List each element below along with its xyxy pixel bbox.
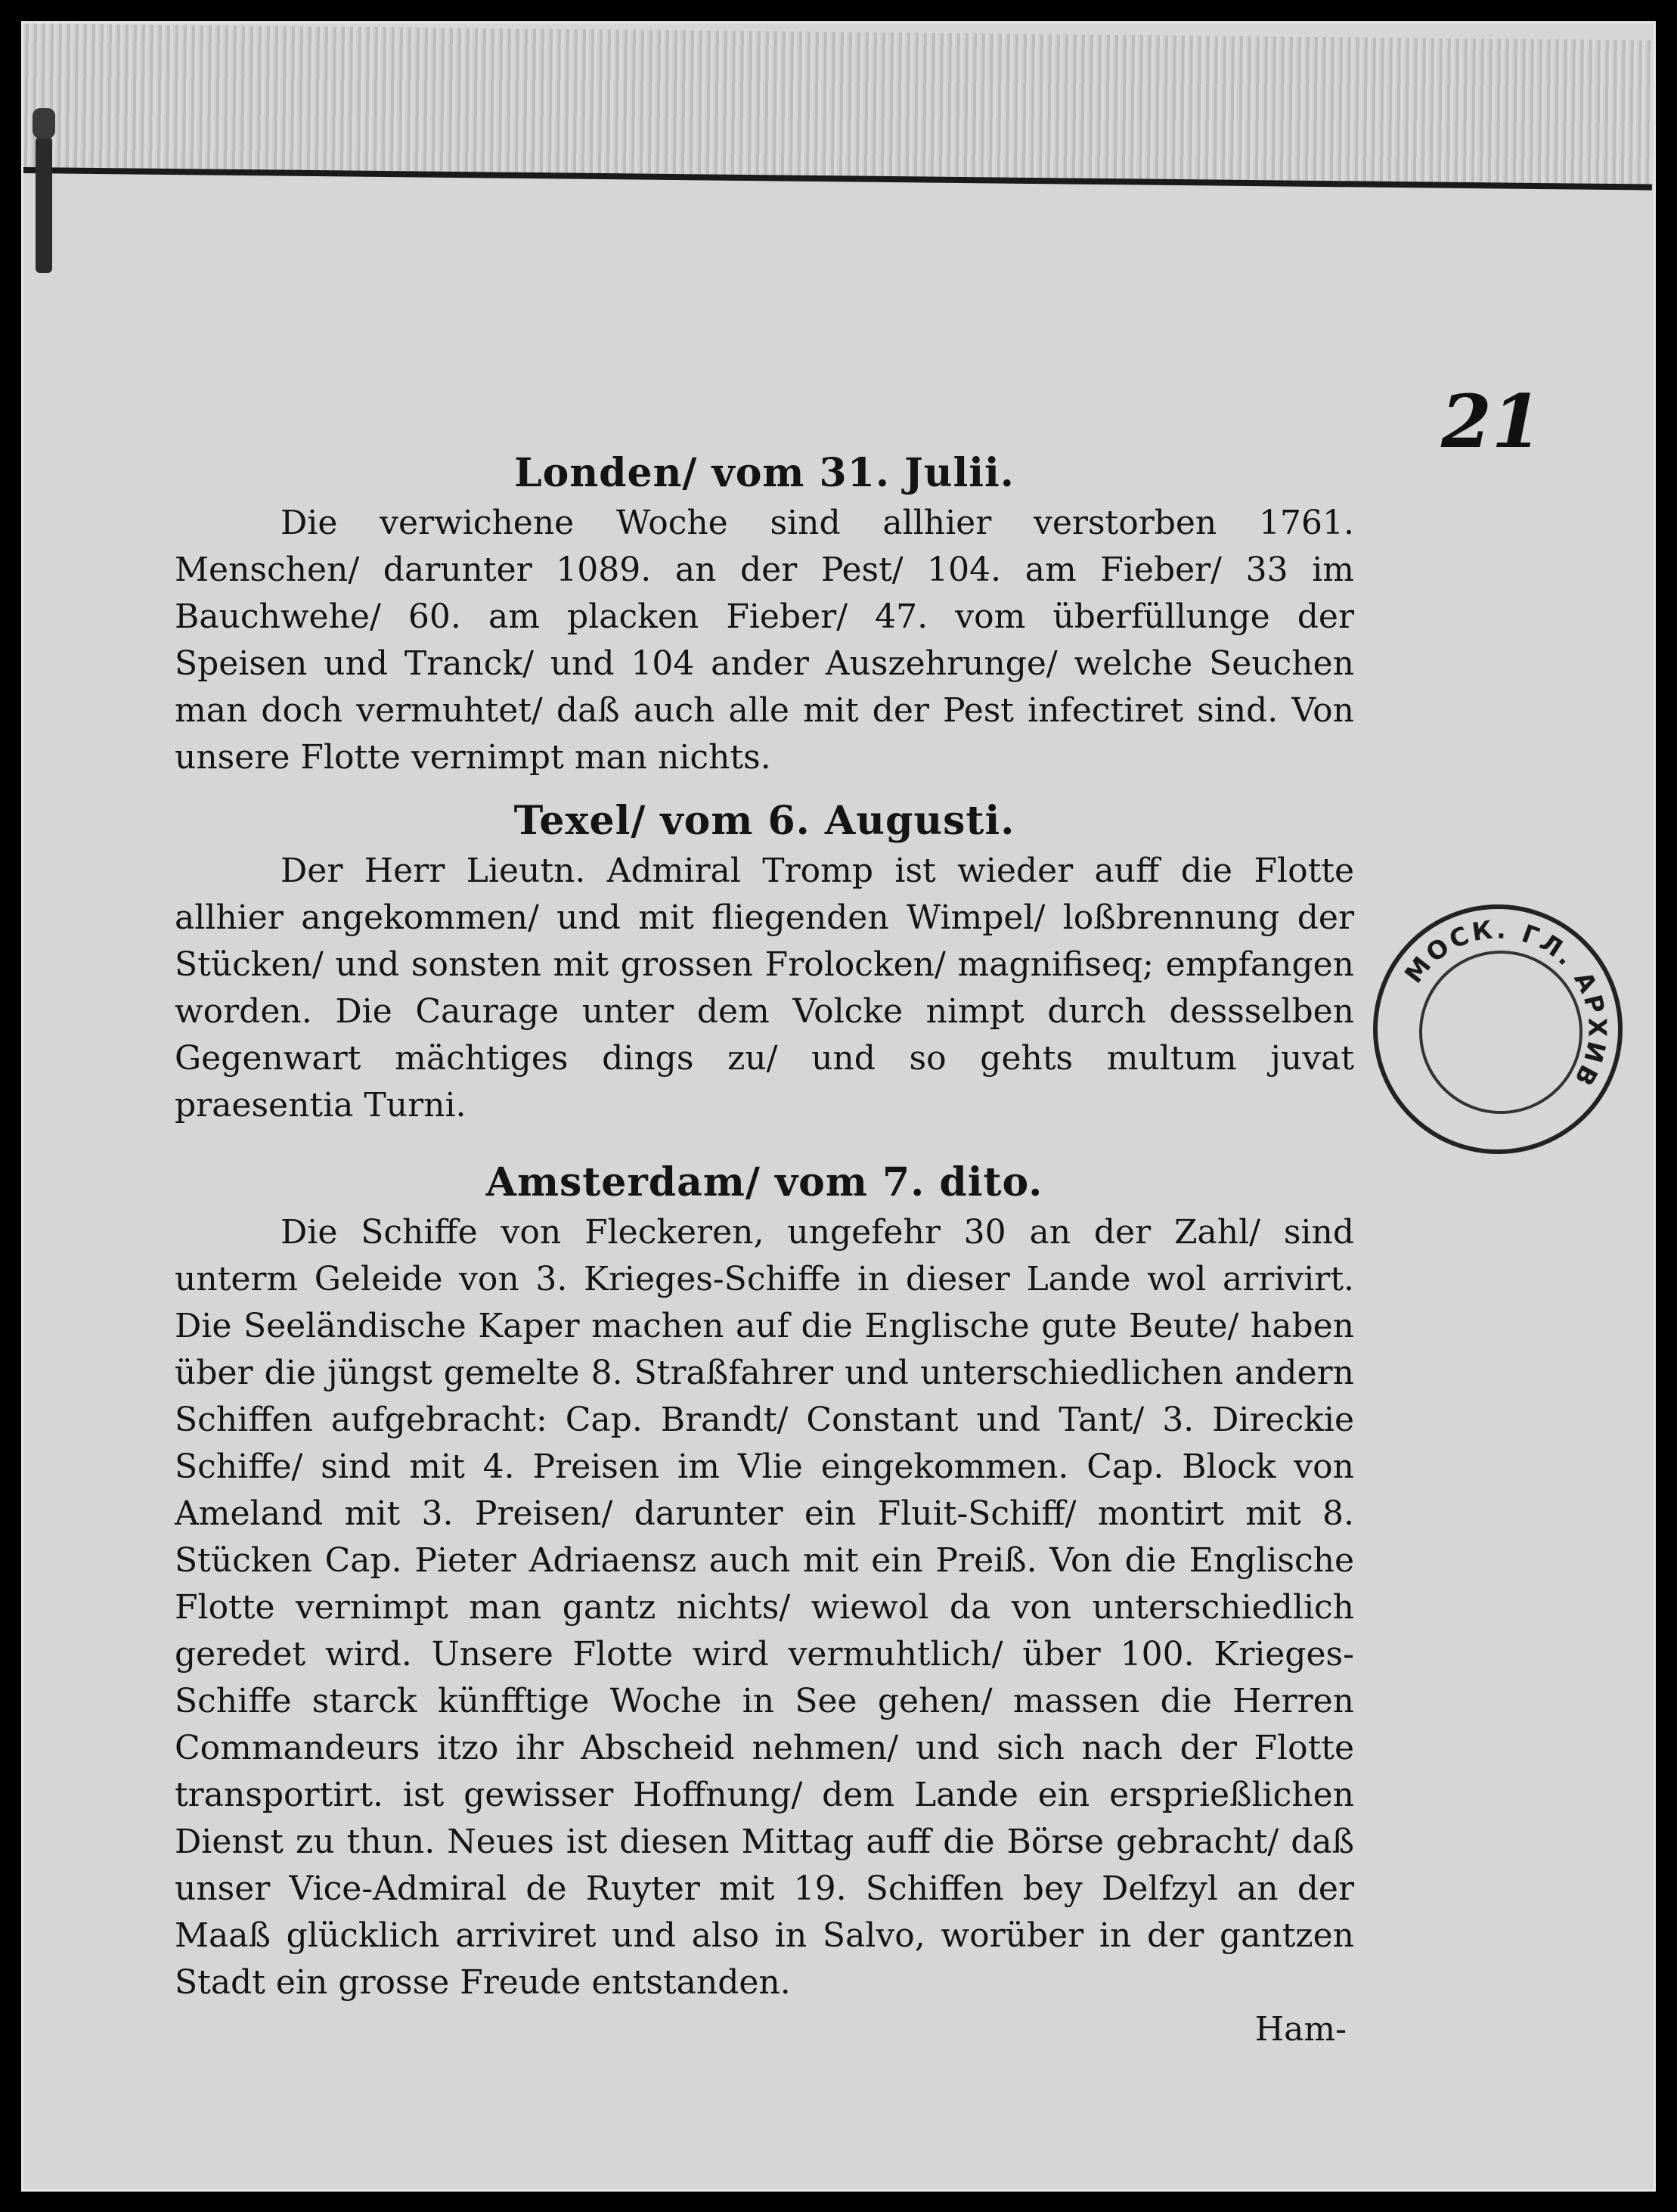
section-heading-amsterdam: Amsterdam/ vom 7. dito. — [485, 1159, 1043, 1205]
section-text-london: Die verwichene Woche sind allhier verstorben 1761. Menschen/ darunter 1089. an der Pest/ 104. am Fieber/ 33 im Bauchwehe/ 60. am placken Fieber/ 47. vom überfüllunge der Speisen und Tranck/ und 104 ander Auszehrunge/ welche Seuchen man doch vermuhtet/ daß auch alle mit der Pest infectiret sind. Von unsere Flotte vernimpt man nichts. — [175, 504, 1354, 777]
section-heading-london: Londen/ vom 31. Julii. — [514, 450, 1015, 496]
paper-sheet — [21, 21, 1656, 2192]
section-text-texel: Der Herr Lieutn. Admiral Tromp ist wieder auff die Flotte allhier angekommen/ und mit fliegenden Wimpel/ loßbrennung der Stücken/ und sonsten mit grossen Frolocken/ magnifiseq; empfangen worden. Die Caurage unter dem Volcke nimpt durch dessselben Gegenwart mächtiges dings zu/ und so gehts multum juvat praesentia Turni. — [175, 852, 1354, 1125]
section-text-amsterdam: Die Schiffe von Fleckeren, ungefehr 30 an der Zahl/ sind unterm Geleide von 3. Krieges-Schiffe in dieser Lande wol arrivirt. Die Seeländische Kaper machen auf die Englische gute Beute/ haben über die jüngst gemelte 8. Straßfahrer und unterschiedlichen andern Schiffen aufgebracht: Cap. Brandt/ Constant und Tant/ 3. Direckie Schiffe/ sind mit 4. Preisen im Vlie eingekommen. Cap. Block von Ameland mit 3. Preisen/ darunter ein Fluit-Schiff/ montirt mit 8. Stücken Cap. Pieter Adriaensz auch mit ein Preiß. Von die Englische Flotte vernimpt man gantz nichts/ wiewol da von unterschiedlich geredet wird. Unsere Flotte wird vermuhtlich/ über 100. Krieges-Schiffe starck künfftige Woche in See gehen/ massen die Herren Commandeurs itzo ihr Abscheid nehmen/ und sich nach der Flotte transportirt. ist gewisser Hoffnung/ dem Lande ein ersprießlichen Dienst zu thun. Neues ist diesen Mittag auff die Börse gebracht/ daß unser Vice-Admiral de Ruyter mit 19. Schiffen bey Delfzyl an der Maaß glücklich arriviret und also in Salvo, worüber in der gantzen Stadt ein grosse Freude entstanden. — [175, 1213, 1354, 2002]
stamp-svg — [1378, 909, 1618, 1149]
page-number: 21 — [1441, 379, 1542, 464]
svg-text:МОСК. ГЛ. АРХИВ — [1399, 915, 1611, 1093]
binding-clip — [36, 137, 52, 273]
article-body — [175, 447, 1354, 2053]
archive-stamp — [1373, 904, 1623, 1154]
section-heading-texel: Texel/ vom 6. Augusti. — [513, 798, 1015, 844]
binding-edge — [22, 23, 1654, 191]
stamp-text: МОСК. ГЛ. АРХИВ — [1399, 914, 1612, 1094]
catchword: Ham- — [1254, 2010, 1347, 2049]
